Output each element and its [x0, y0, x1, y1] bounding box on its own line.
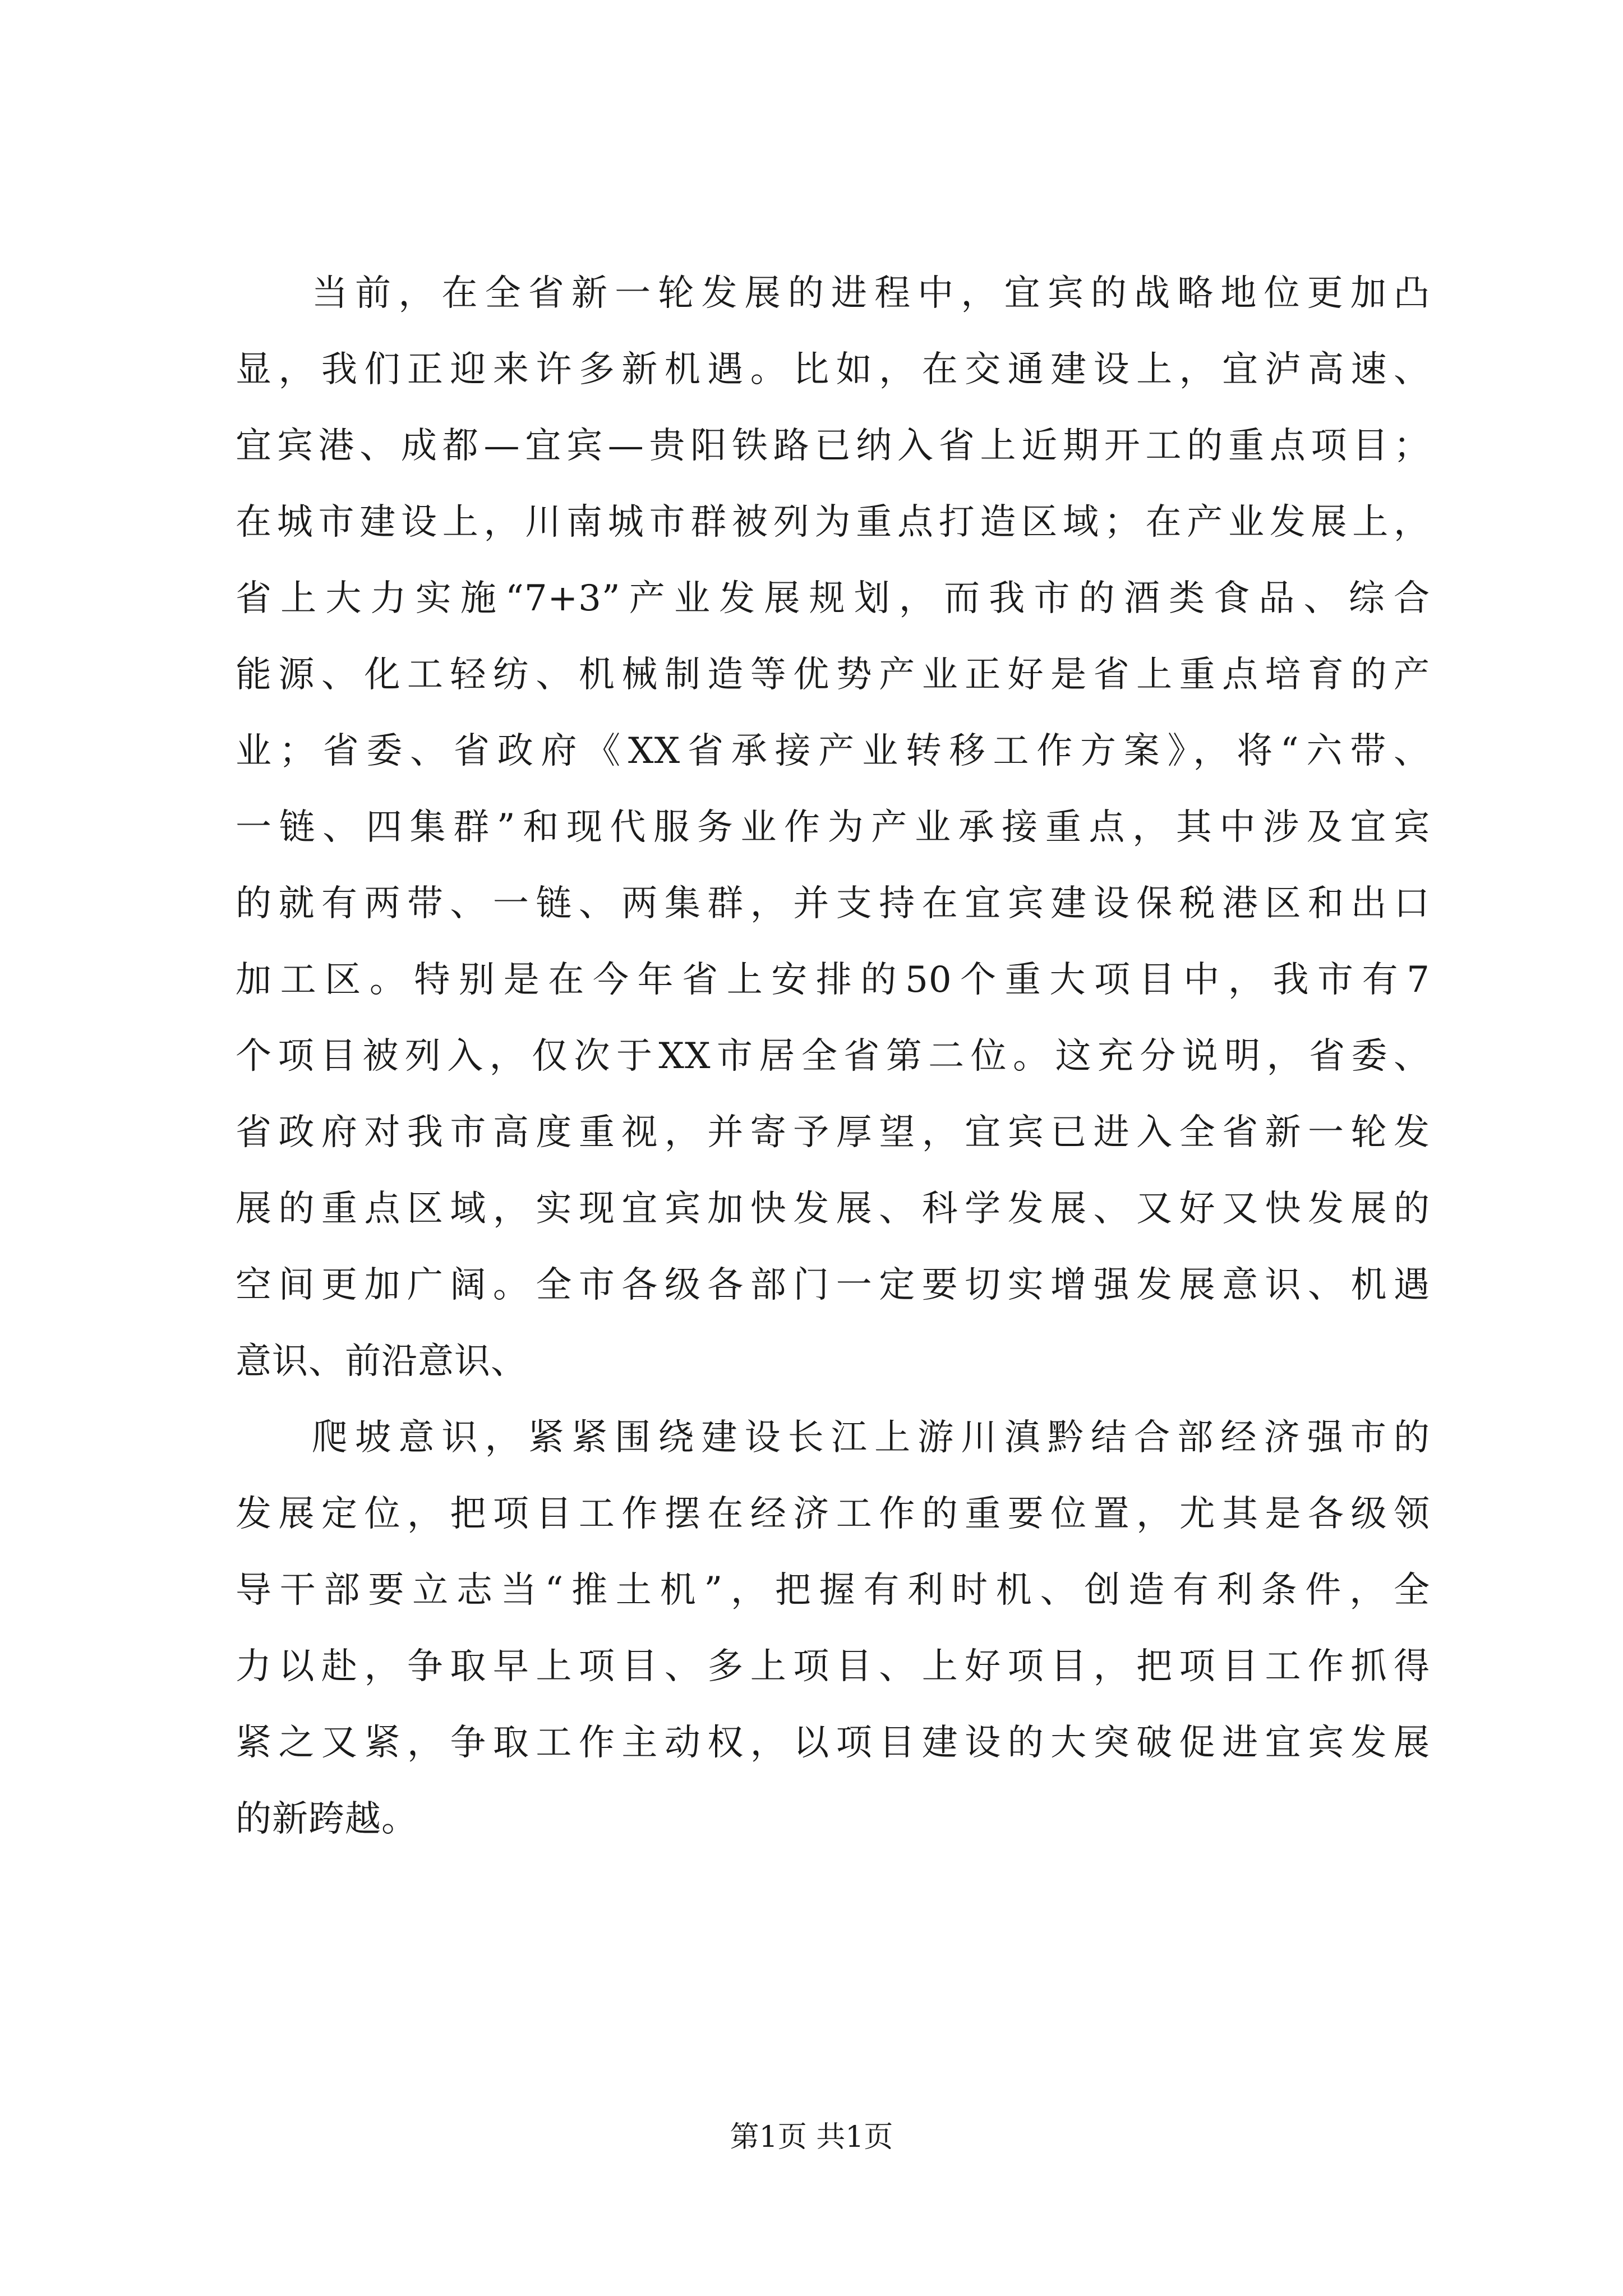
paragraph-line: 力以赴，争取早上项目、多上项目、上好项目，把项目工作抓得: [236, 1646, 1430, 1687]
paragraph-1: [236, 255, 1430, 1400]
paragraph-line: 紧之又紧，争取工作主动权，以项目建设的大突破促进宜宾发展: [236, 1722, 1430, 1764]
paragraph-line: 导干部要立志当“推土机”，把握有利时机、创造有利条件，全: [236, 1570, 1430, 1611]
paragraph-line: 展的重点区域，实现宜宾加快发展、科学发展、又好又快发展的: [236, 1188, 1430, 1230]
paragraph-line: 能源、化工轻纺、机械制造等优势产业正好是省上重点培育的产: [236, 654, 1430, 696]
page-footer: 第1页 共1页: [730, 2120, 893, 2154]
paragraph-line: 的就有两带、一链、两集群，并支持在宜宾建设保税港区和出口: [236, 883, 1430, 924]
paragraph-line: 显，我们正迎来许多新机遇。比如，在交通建设上，宜泸高速、: [236, 349, 1430, 390]
paragraph-line: 一链、四集群”和现代服务业作为产业承接重点，其中涉及宜宾: [236, 807, 1430, 848]
paragraph-line: 空间更加广阔。全市各级各部门一定要切实增强发展意识、机遇: [236, 1264, 1430, 1306]
paragraph-line: 加工区。特别是在今年省上安排的50个重大项目中，我市有7: [236, 959, 1430, 1001]
paragraph-line: 意识、前沿意识、: [236, 1341, 527, 1382]
paragraph-line: 省上大力实施“7+3”产业发展规划，而我市的酒类食品、综合: [236, 578, 1430, 619]
paragraph-line: 省政府对我市高度重视，并寄予厚望，宜宾已进入全省新一轮发: [236, 1112, 1430, 1153]
paragraph-line: 发展定位，把项目工作摆在经济工作的重要位置，尤其是各级领: [236, 1493, 1430, 1535]
paragraph-line: 个项目被列入，仅次于XX市居全省第二位。这充分说明，省委、: [236, 1036, 1430, 1077]
document-body: [236, 255, 1430, 1857]
paragraph-line: 在城市建设上，川南城市群被列为重点打造区域；在产业发展上，: [236, 501, 1430, 543]
paragraph-2: [236, 1400, 1430, 1857]
paragraph-line: 的新跨越。: [236, 1798, 418, 1840]
paragraph-line: 爬坡意识，紧紧围绕建设长江上游川滇黔结合部经济强市的: [312, 1417, 1430, 1458]
paragraph-line: 当前，在全省新一轮发展的进程中，宜宾的战略地位更加凸: [312, 273, 1430, 314]
paragraph-line: 业；省委、省政府《XX省承接产业转移工作方案》，将“六带、: [236, 730, 1430, 772]
paragraph-line: 宜宾港、成都—宜宾—贵阳铁路已纳入省上近期开工的重点项目；: [236, 425, 1430, 467]
